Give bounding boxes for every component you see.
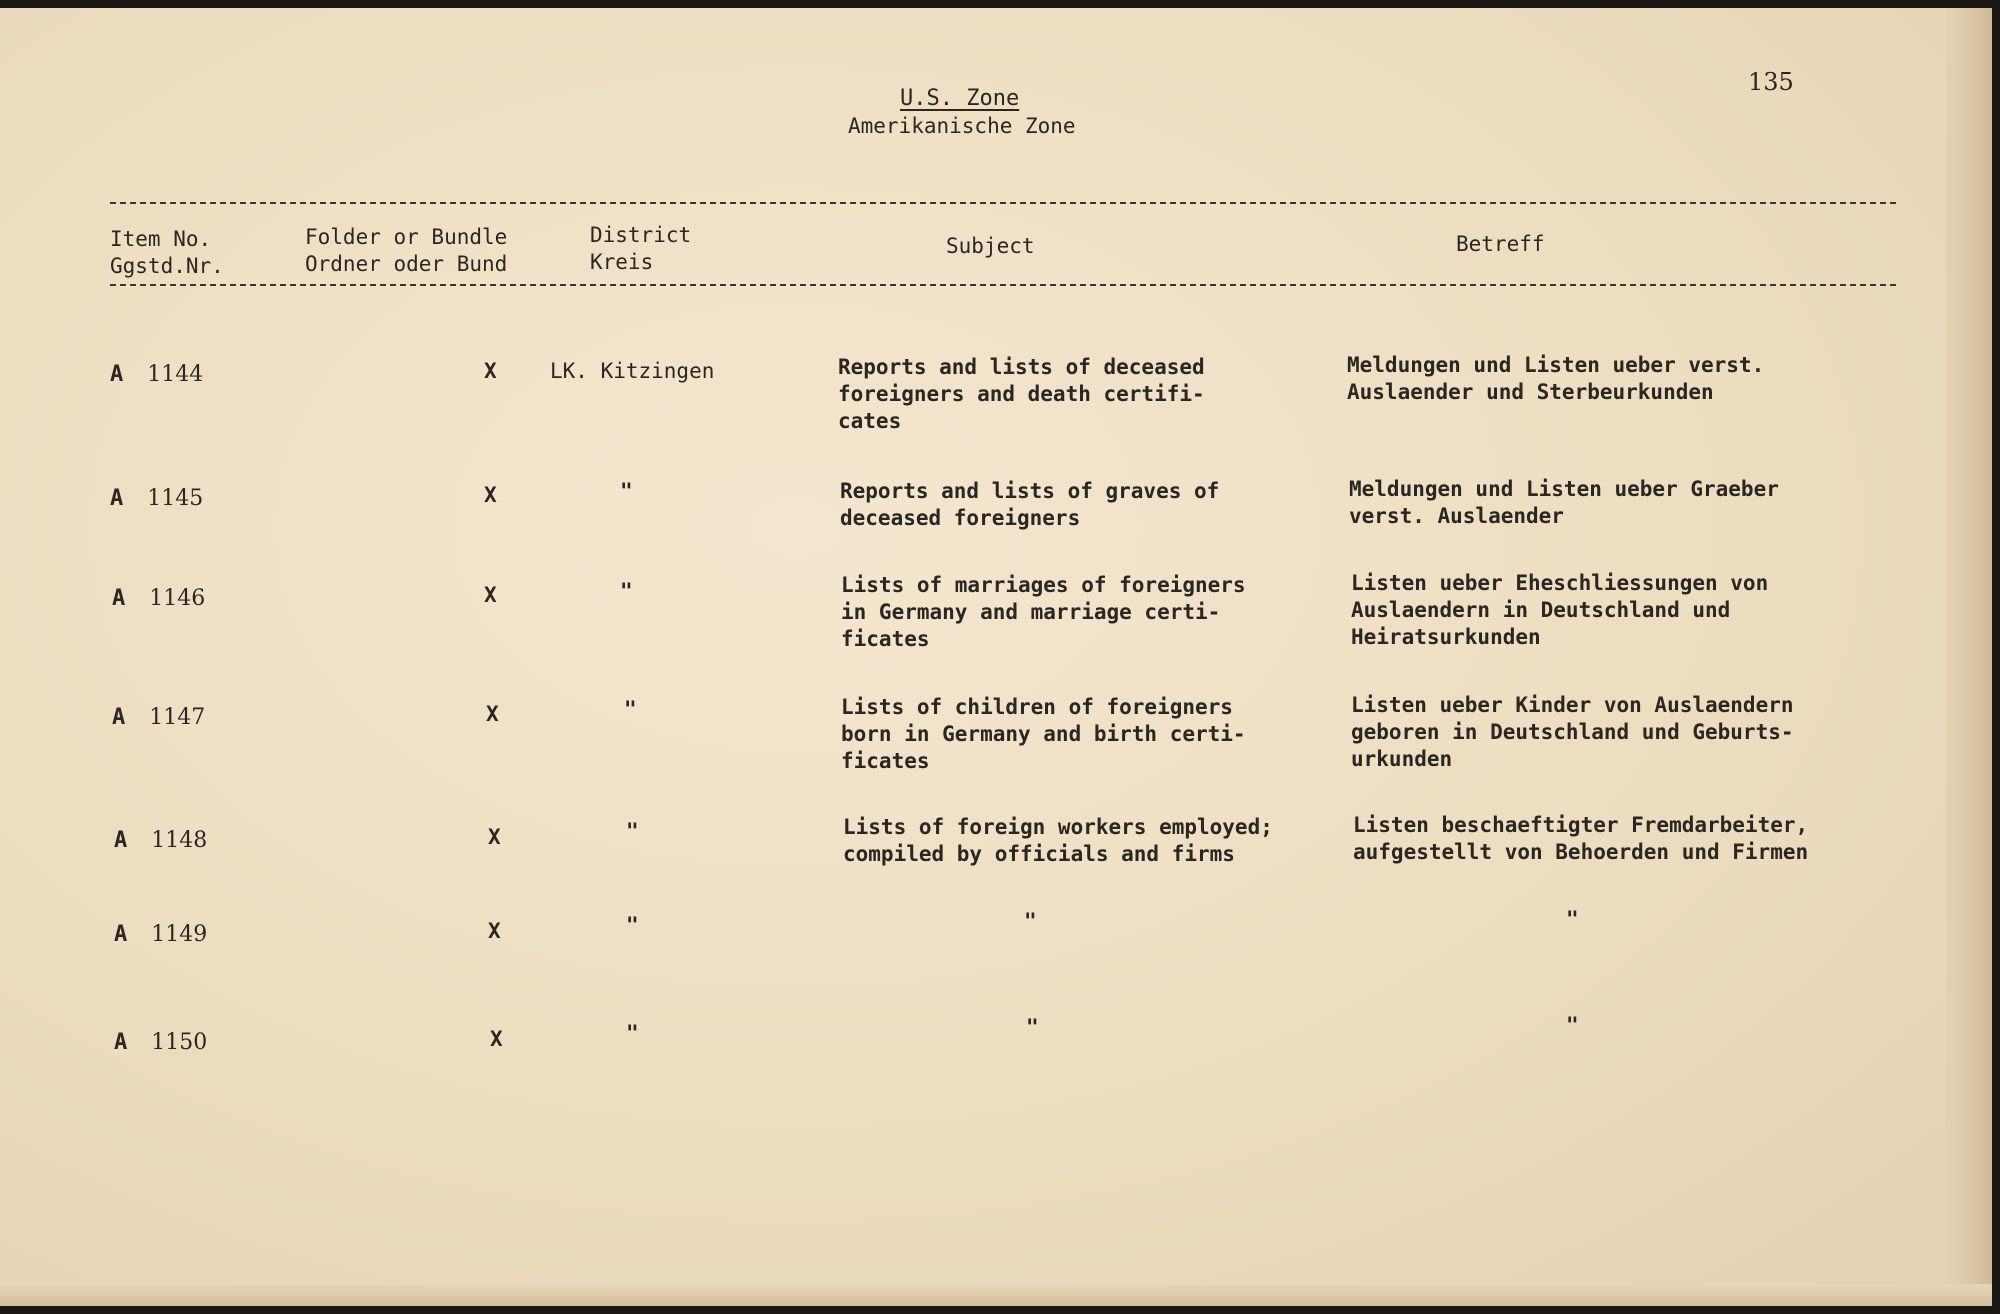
column-header-betreff: Betreff <box>1456 232 1545 256</box>
page-title: U.S. Zone <box>900 86 1020 111</box>
item-prefix: A <box>110 486 124 511</box>
folder-mark: X <box>490 1027 503 1051</box>
item-number <box>114 828 207 853</box>
item-prefix: A <box>114 922 128 947</box>
page-subtitle: Amerikanische Zone <box>848 114 1076 138</box>
subject-text: Lists of foreign workers employed; compiled by officials and firms <box>843 815 1273 866</box>
district: " <box>626 913 639 937</box>
folder-mark: X <box>486 702 499 726</box>
column-header-folder-en: Folder or Bundle <box>305 225 508 249</box>
item-number-value: 1145 <box>147 486 204 511</box>
page-number: 135 <box>1748 68 1794 96</box>
item-number <box>110 486 203 511</box>
page-bottom-edge <box>0 1284 1992 1306</box>
betreff-text: Meldungen und Listen ueber Graeber verst. Auslaender <box>1349 477 1779 528</box>
item-number-value: 1150 <box>151 1030 208 1055</box>
page-edge-shadow <box>1946 8 1992 1306</box>
column-header-item-de: Ggstd.Nr. <box>110 254 224 278</box>
betreff-text: Listen ueber Eheschliessungen von Auslaendern in Deutschland und Heiratsurkunden <box>1351 571 1769 649</box>
column-header-item-en: Item No. <box>110 227 212 251</box>
subject-text: Lists of marriages of foreigners in Germany and marriage certi- ficates <box>841 573 1246 651</box>
item-number <box>112 705 205 730</box>
folder-mark: X <box>484 583 497 607</box>
item-number-value: 1147 <box>149 705 206 730</box>
betreff-text: Listen beschaeftigter Fremdarbeiter, aufgestellt von Behoerden und Firmen <box>1353 813 1809 864</box>
header-rule-top <box>110 202 1896 204</box>
item-prefix: A <box>112 586 126 611</box>
subject-text: Lists of children of foreigners born in Germany and birth certi- ficates <box>841 695 1246 773</box>
item-prefix: A <box>110 362 124 387</box>
subject-text: " <box>1026 1015 1039 1039</box>
item-number <box>114 922 207 947</box>
column-header-subject: Subject <box>946 234 1035 258</box>
betreff-text: Meldungen und Listen ueber verst. Auslaender und Sterbeurkunden <box>1347 353 1765 404</box>
folder-mark: X <box>484 483 497 507</box>
document-page <box>0 8 1992 1306</box>
folder-mark: X <box>484 359 497 383</box>
district: " <box>624 697 637 721</box>
item-prefix: A <box>114 1030 128 1055</box>
item-number-value: 1144 <box>147 362 204 387</box>
district: " <box>626 819 639 843</box>
header-rule-bottom <box>110 284 1896 286</box>
district: " <box>620 579 633 603</box>
item-number <box>110 362 203 387</box>
subject-text: Reports and lists of deceased foreigners and death certifi- cates <box>838 355 1205 433</box>
betreff-text: " <box>1566 1013 1579 1037</box>
district: LK. Kitzingen <box>550 359 715 383</box>
item-number-value: 1149 <box>151 922 208 947</box>
folder-mark: X <box>488 919 501 943</box>
item-prefix: A <box>114 828 128 853</box>
subject-text: " <box>1024 909 1037 933</box>
betreff-text: " <box>1566 907 1579 931</box>
item-number <box>114 1030 207 1055</box>
betreff-text: Listen ueber Kinder von Auslaendern geboren in Deutschland und Geburts- urkunden <box>1351 693 1794 771</box>
district: " <box>620 479 633 503</box>
column-header-district-en: District <box>590 223 692 247</box>
item-number-value: 1148 <box>151 828 208 853</box>
folder-mark: X <box>488 825 501 849</box>
item-number <box>112 586 205 611</box>
column-header-folder-de: Ordner oder Bund <box>305 252 508 276</box>
item-prefix: A <box>112 705 126 730</box>
district: " <box>626 1021 639 1045</box>
item-number-value: 1146 <box>149 586 206 611</box>
subject-text: Reports and lists of graves of deceased foreigners <box>840 479 1220 530</box>
column-header-district-de: Kreis <box>590 250 654 274</box>
